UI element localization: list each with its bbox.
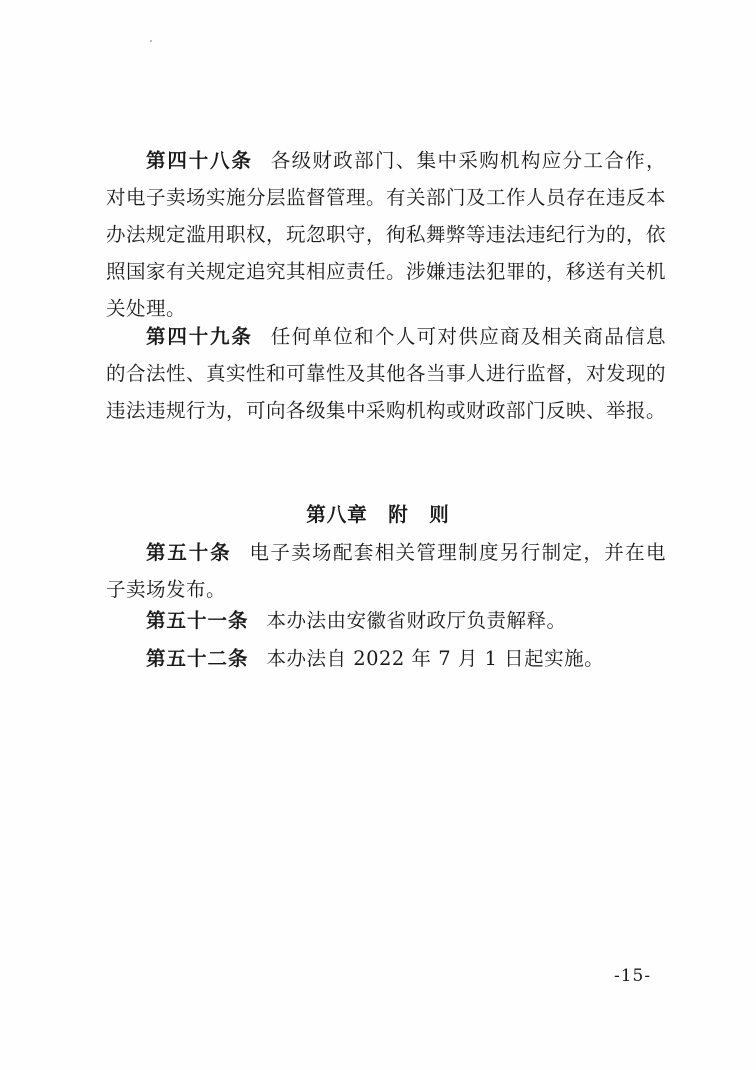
article-number: 第五十一条 [146, 609, 249, 632]
article-text: 电子卖场配套相关管理制度另行制定，并在电子卖场发布。 [106, 541, 666, 601]
article-52 [106, 640, 666, 677]
page-number: -15- [614, 966, 652, 986]
article-number: 第五十二条 [146, 647, 249, 670]
article-51 [106, 602, 666, 639]
article-text: 任何单位和个人可对供应商及相关商品信息的合法性、真实性和可靠性及其他各当事人进行监督，对发现的违法违规行为，可向各级集中采购机构或财政部门反映、举报。 [106, 325, 667, 422]
article-text: 本办法由安徽省财政厅负责解释。 [266, 609, 567, 632]
article-number: 第四十九条 [146, 325, 253, 348]
chapter-heading: 第八章 附 则 [306, 503, 450, 526]
article-number: 第五十条 [146, 541, 232, 564]
article-50 [106, 534, 666, 608]
scan-speck [150, 40, 152, 42]
article-text: 各级财政部门、集中采购机构应分工合作，对电子卖场实施分层监督管理。有关部门及工作人员存在违反本办法规定滥用职权，玩忽职守，徇私舞弊等违法违纪行为的，依照国家有关规定追究其相应责任。涉嫌违法犯罪的，移送有关机关处理。 [106, 149, 667, 320]
article-text: 本办法自 2022 年 7 月 1 日起实施。 [266, 647, 605, 670]
article-48 [106, 142, 666, 327]
article-49 [106, 318, 666, 429]
article-number: 第四十八条 [146, 149, 253, 172]
